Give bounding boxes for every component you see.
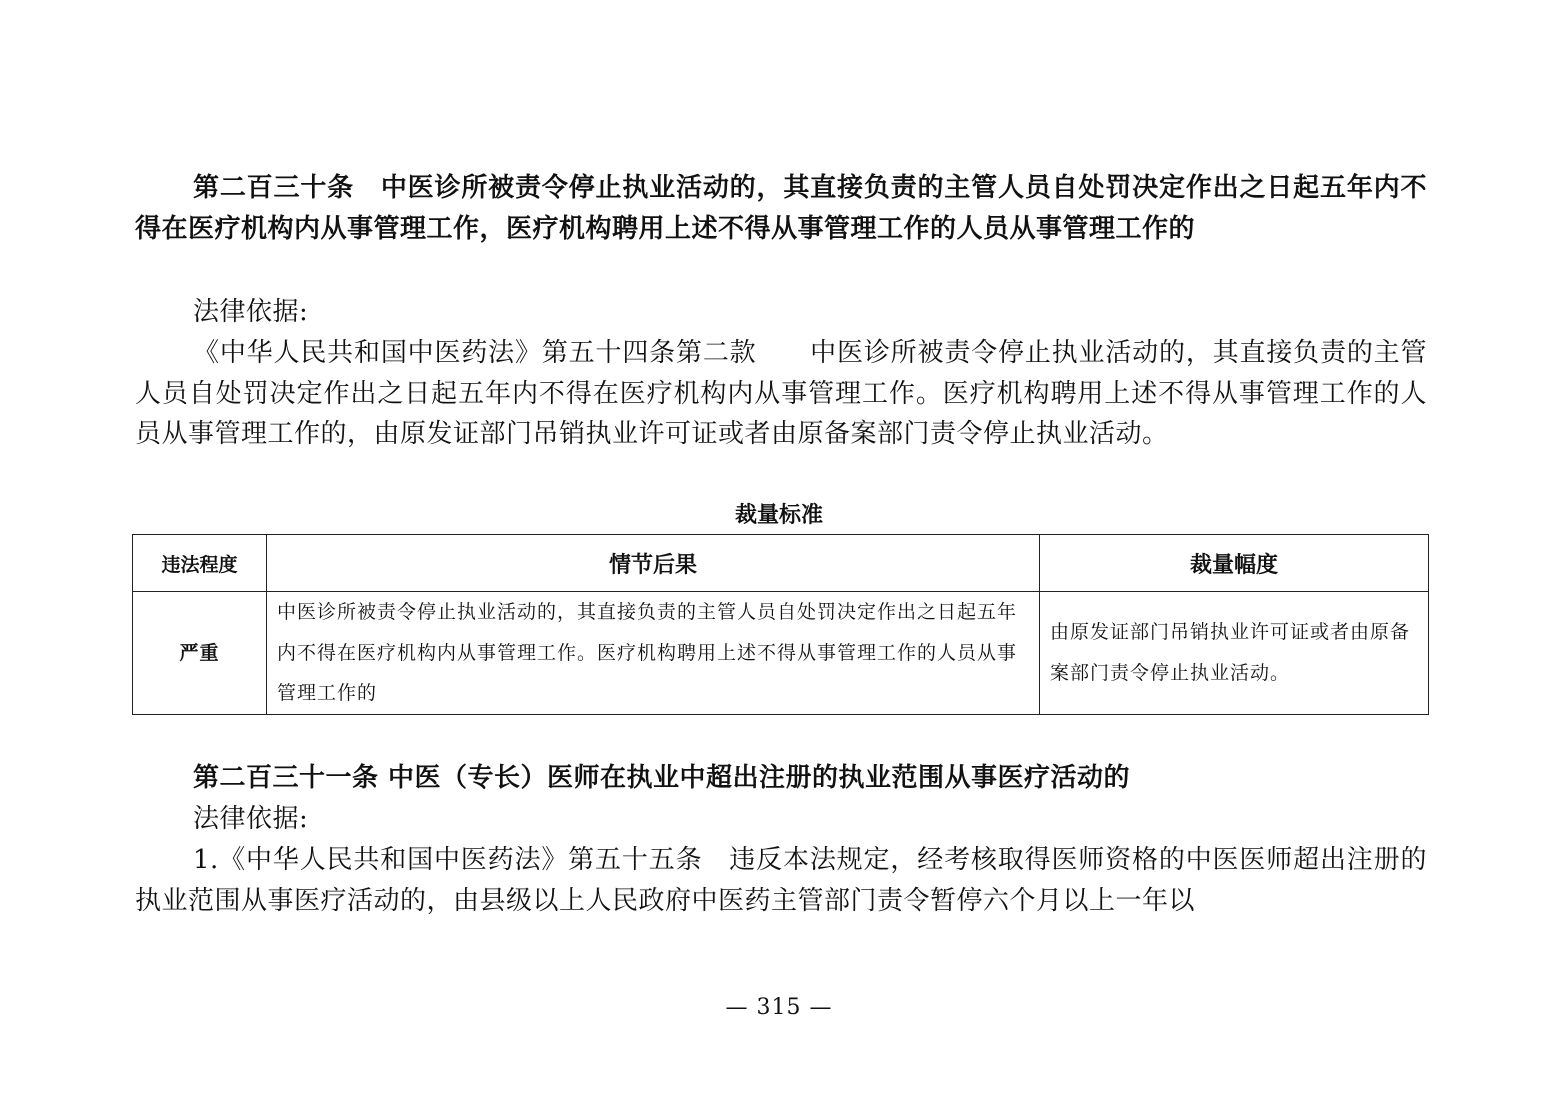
article-230-heading: 第二百三十条 中医诊所被责令停止执业活动的，其直接负责的主管人员自处罚决定作出之日起五年内不得在医疗机构内从事管理工作，医疗机构聘用上述不得从事管理工作的人员从事管理工作的 (135, 173, 1427, 244)
header-range: 裁量幅度 (1040, 535, 1429, 592)
cell-range: 由原发证部门吊销执业许可证或者由原备案部门责令停止执业活动。 (1040, 592, 1429, 715)
article-231-basis-label: 法律依据: (193, 804, 309, 834)
discretion-standard-table (132, 534, 1429, 715)
header-degree: 违法程度 (133, 535, 267, 592)
article-231-citation: 1.《中华人民共和国中医药法》第五十五条 违反本法规定，经考核取得医师资格的中医医师超出注册的执业范围从事医疗活动的，由县级以上人民政府中医药主管部门责令暂停六个月以上一年以 (135, 845, 1427, 916)
page-number: — 315 — (725, 995, 833, 1020)
cell-circumstances: 中医诊所被责令停止执业活动的，其直接负责的主管人员自处罚决定作出之日起五年内不得在医疗机构内从事管理工作。医疗机构聘用上述不得从事管理工作的人员从事管理工作的 (267, 592, 1040, 715)
table-title: 裁量标准 (734, 503, 823, 528)
table-header-row (133, 535, 1429, 592)
table-row (133, 592, 1429, 715)
article-230-basis-label: 法律依据: (193, 297, 309, 327)
article-231-heading: 第二百三十一条 中医（专长）医师在执业中超出注册的执业范围从事医疗活动的 (193, 763, 1131, 793)
cell-degree: 严重 (133, 592, 267, 715)
article-230-citation: 《中华人民共和国中医药法》第五十四条第二款 中医诊所被责令停止执业活动的，其直接负责的主管人员自处罚决定作出之日起五年内不得在医疗机构内从事管理工作。医疗机构聘用上述不得从事管理工作的人员从事管理工作的，由原发证部门吊销执业许可证或者由原备案部门责令停止执业活动。 (135, 338, 1427, 449)
header-circumstances: 情节后果 (267, 535, 1040, 592)
